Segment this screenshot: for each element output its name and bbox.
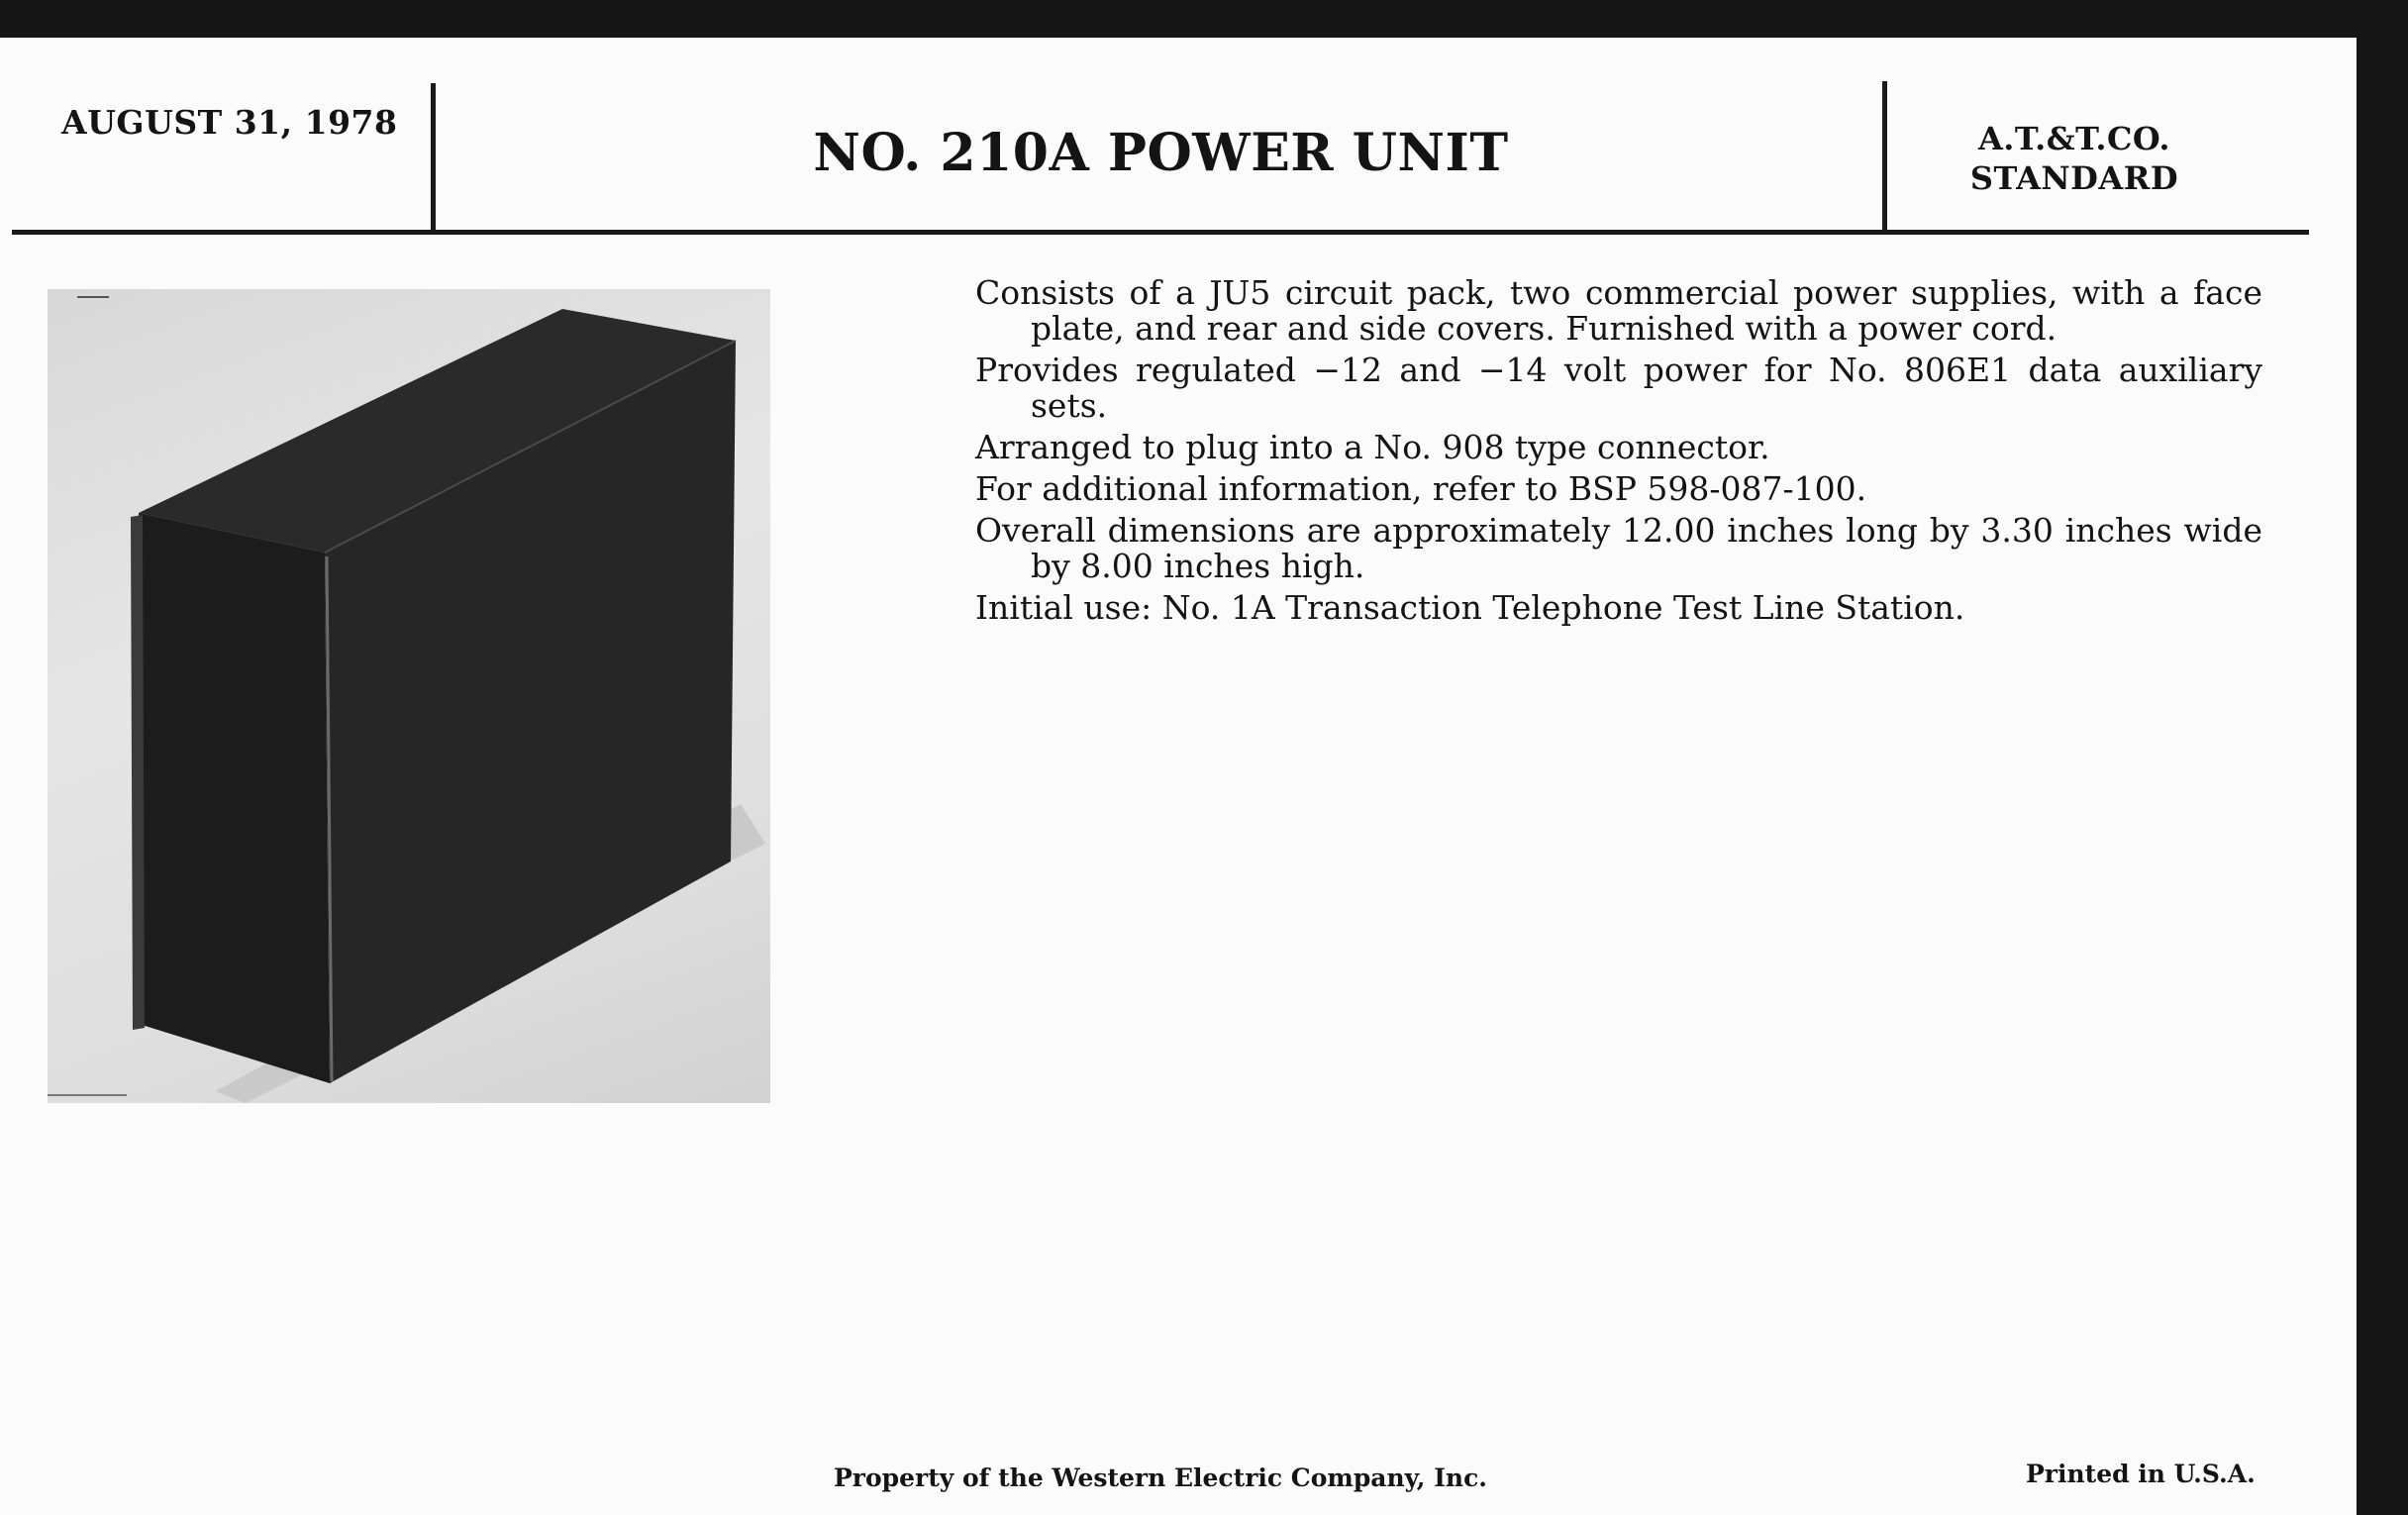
- description-paragraph: Initial use: No. 1A Transaction Telephone Test Line Station.: [975, 588, 1965, 627]
- description: [975, 275, 2262, 632]
- description-paragraph: For additional information, refer to BSP 598-087-100.: [975, 469, 1867, 508]
- standard-label-line-2: STANDARD: [1969, 159, 2179, 197]
- unit-flange: [131, 515, 145, 1030]
- standard-label-line-1: A.T.&T.CO.: [1977, 120, 2171, 157]
- header-rule: [12, 230, 2309, 235]
- page-title: NO. 210A POWER UNIT: [813, 123, 1509, 183]
- issue-date: AUGUST 31, 1978: [61, 103, 398, 142]
- description-paragraph: Provides regulated −12 and −14 volt power for No. 806E1 data auxiliary sets.: [975, 351, 2262, 425]
- scan-top-edge: [0, 0, 2408, 40]
- unit-side-face: [139, 513, 330, 1083]
- header-divider-right: [1882, 81, 1887, 230]
- description-paragraph: Overall dimensions are approximately 12.00 inches long by 3.30 inches wide by 8.00 inches high.: [975, 511, 2262, 585]
- description-paragraph: Consists of a JU5 circuit pack, two commercial power supplies, with a face plate, and rear and side covers. Furnished with a power cord.: [975, 273, 2262, 348]
- power-unit-illustration: [48, 289, 770, 1103]
- property-notice: Property of the Western Electric Company, Inc.: [834, 1464, 1488, 1492]
- description-paragraph: Arranged to plug into a No. 908 type connector.: [975, 428, 1770, 466]
- printed-notice: Printed in U.S.A.: [2026, 1460, 2256, 1488]
- product-photo: [48, 289, 770, 1103]
- standard-label: [1931, 119, 2218, 198]
- scan-right-edge: [2357, 0, 2408, 1515]
